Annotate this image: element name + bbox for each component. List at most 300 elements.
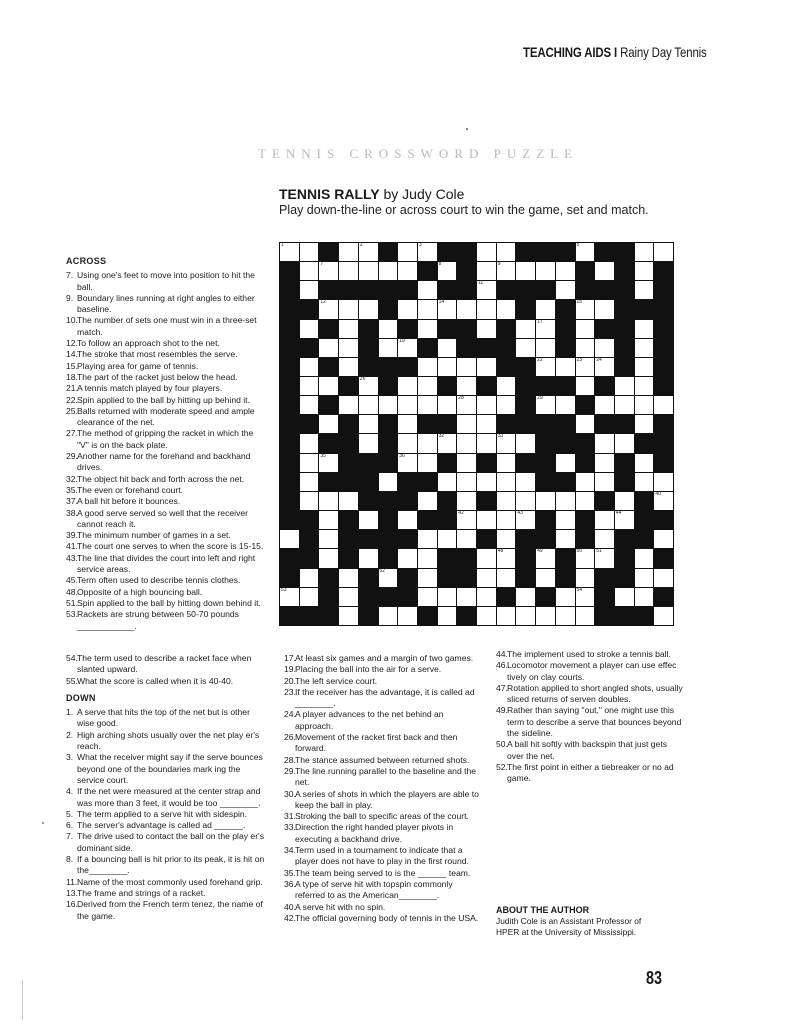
grid-cell[interactable] [615,492,634,510]
grid-cell[interactable] [654,473,673,491]
grid-cell[interactable] [319,454,338,472]
grid-cell[interactable] [418,530,437,548]
clue-item [66,315,266,338]
grid-cell[interactable] [300,588,319,606]
grid-cell[interactable] [438,262,457,280]
grid-cell[interactable] [477,434,496,452]
grid-cell[interactable] [418,320,437,338]
grid-cell[interactable] [477,281,496,299]
grid-block [576,454,595,472]
grid-cell[interactable] [497,377,516,395]
clue-number: 3. [66,752,74,763]
clue-number: 35. [66,484,78,495]
clue-number: 15. [66,360,78,371]
clue-number: 36 [399,452,405,459]
grid-cell[interactable] [359,396,378,414]
grid-cell[interactable] [595,339,614,357]
clue-number: 3 [418,242,422,248]
grid-cell[interactable] [654,396,673,414]
grid-cell[interactable] [438,339,457,357]
grid-cell[interactable] [595,262,614,280]
grid-cell[interactable] [556,454,575,472]
grid-cell[interactable] [516,588,535,606]
clue-item [284,811,479,822]
grid-cell[interactable] [398,243,417,261]
grid-block [595,607,614,625]
grid-block [457,339,476,357]
grid-cell[interactable] [457,377,476,395]
grid-cell[interactable] [576,358,595,376]
grid-cell[interactable] [497,262,516,280]
clue-item [66,707,266,730]
grid-cell[interactable] [300,358,319,376]
grid-cell[interactable] [635,358,654,376]
grid-cell[interactable] [516,492,535,510]
grid-block [654,262,673,280]
speck [42,822,44,824]
grid-cell[interactable] [438,396,457,414]
grid-cell[interactable] [300,569,319,587]
grid-cell[interactable] [556,588,575,606]
clue-item [66,888,266,899]
clue-text: The object hit back and forth across the net. [77,473,245,484]
grid-cell[interactable] [654,530,673,548]
grid-cell[interactable] [319,300,338,318]
grid-cell[interactable] [477,511,496,529]
grid-cell[interactable] [595,530,614,548]
grid-cell[interactable] [576,415,595,433]
grid-cell[interactable] [319,377,338,395]
grid-cell[interactable] [438,434,457,452]
grid-cell[interactable] [398,454,417,472]
clue-number: 31. [284,811,296,822]
grid-cell[interactable] [556,492,575,510]
grid-cell[interactable] [477,607,496,625]
grid-cell[interactable] [477,320,496,338]
grid-cell[interactable] [438,588,457,606]
grid-cell[interactable] [595,300,614,318]
grid-cell[interactable] [635,588,654,606]
clue-text: The even or forehand court. [77,484,184,495]
grid-cell[interactable] [300,262,319,280]
clue-number: 44 [615,510,622,517]
clue-item [66,293,266,316]
grid-block [280,281,299,299]
grid-cell[interactable] [635,243,654,261]
grid-block [438,320,457,338]
grid-cell[interactable] [319,415,338,433]
grid-cell[interactable] [438,530,457,548]
grid-cell[interactable] [654,243,673,261]
grid-cell[interactable] [576,300,595,318]
grid-cell[interactable] [379,396,398,414]
grid-cell[interactable] [457,396,476,414]
grid-cell[interactable] [398,549,417,567]
grid-cell[interactable] [379,607,398,625]
grid-cell[interactable] [379,320,398,338]
grid-cell[interactable] [379,569,398,587]
grid-cell[interactable] [516,473,535,491]
down-clues-middle [284,653,479,924]
grid-cell[interactable] [477,588,496,606]
grid-cell[interactable] [319,511,338,529]
grid-cell[interactable] [477,473,496,491]
grid-cell[interactable] [556,262,575,280]
clue-item [66,485,266,496]
grid-cell[interactable] [359,415,378,433]
grid-cell[interactable] [477,243,496,261]
grid-block [319,320,338,338]
grid-cell[interactable] [536,492,555,510]
grid-cell[interactable] [595,396,614,414]
grid-block [398,492,417,510]
grid-cell[interactable] [536,358,555,376]
grid-cell[interactable] [359,300,378,318]
grid-cell[interactable] [635,396,654,414]
grid-block [359,607,378,625]
clue-number: 21. [66,383,78,394]
grid-cell[interactable] [595,511,614,529]
grid-block [536,281,555,299]
grid-cell[interactable] [497,549,516,567]
grid-block [398,569,417,587]
grid-block [615,358,634,376]
about-author-heading: ABOUT THE AUTHOR [496,905,590,915]
grid-block [280,607,299,625]
header-topic: Rainy Day Tennis [620,44,707,60]
grid-cell[interactable] [516,339,535,357]
clue-number: 6. [66,820,74,831]
grid-cell[interactable] [477,396,496,414]
grid-cell[interactable] [556,358,575,376]
clue-text: A type of serve hit with topspin commonly referred to as the American________. [295,878,453,901]
clue-number: 9 [497,261,501,268]
grid-cell[interactable] [556,396,575,414]
grid-cell[interactable] [359,243,378,261]
grid-cell[interactable] [359,549,378,567]
grid-cell[interactable] [438,473,457,491]
grid-cell[interactable] [516,262,535,280]
grid-cell[interactable] [654,492,673,510]
grid-cell[interactable] [457,434,476,452]
grid-cell[interactable] [418,434,437,452]
grid-block [457,607,476,625]
clue-number: 35 [320,452,326,459]
clue-number: 28 [458,395,464,402]
grid-cell[interactable] [379,473,398,491]
grid-cell[interactable] [615,588,634,606]
grid-cell[interactable] [635,377,654,395]
clue-number: 7. [66,270,74,281]
grid-block [576,396,595,414]
clue-number: 22. [66,394,78,405]
grid-block [438,377,457,395]
grid-cell[interactable] [438,607,457,625]
grid-cell[interactable] [536,320,555,338]
grid-block [319,243,338,261]
grid-cell[interactable] [398,415,417,433]
grid-cell[interactable] [398,396,417,414]
grid-cell[interactable] [300,377,319,395]
grid-cell[interactable] [536,607,555,625]
grid-cell[interactable] [615,511,634,529]
grid-block [615,243,634,261]
grid-cell[interactable] [556,530,575,548]
clue-text: A ball hit softly with backspin that just gets over the net. [507,739,668,761]
grid-cell[interactable] [418,569,437,587]
clue-text: Another name for the forehand and backhand drives. [77,451,251,473]
grid-cell[interactable] [457,300,476,318]
grid-cell[interactable] [497,243,516,261]
clue-item [284,766,479,789]
grid-block [615,607,634,625]
clue-number: 26 [359,376,366,383]
grid-cell[interactable] [379,339,398,357]
grid-block [339,434,358,452]
grid-cell[interactable] [339,569,358,587]
puzzle-subtitle: Play down-the-line or across court to win the game, set and match. [279,203,649,217]
grid-cell[interactable] [339,492,358,510]
grid-cell[interactable] [359,377,378,395]
clue-text: If the receiver has the advantage, it is called ad ________. [295,686,475,709]
grid-cell[interactable] [654,607,673,625]
grid-cell[interactable] [497,607,516,625]
grid-block [280,569,299,587]
grid-cell[interactable] [536,339,555,357]
grid-cell[interactable] [280,243,299,261]
puzzle-title: TENNIS RALLY [279,186,380,202]
grid-block [536,434,555,452]
grid-cell[interactable] [319,262,338,280]
grid-block [359,530,378,548]
grid-block [556,473,575,491]
grid-cell[interactable] [477,549,496,567]
grid-block [418,607,437,625]
grid-block [398,320,417,338]
grid-cell[interactable] [595,358,614,376]
grid-block [300,511,319,529]
grid-cell[interactable] [418,588,437,606]
clue-number: 12 [320,299,326,306]
grid-cell[interactable] [457,511,476,529]
grid-cell[interactable] [457,588,476,606]
grid-cell[interactable] [576,569,595,587]
clue-number: 45. [66,575,78,586]
grid-cell[interactable] [438,300,457,318]
grid-cell[interactable] [497,396,516,414]
grid-cell[interactable] [536,549,555,567]
grid-cell[interactable] [615,377,634,395]
grid-cell[interactable] [497,530,516,548]
clue-item [66,451,266,474]
grid-cell[interactable] [536,300,555,318]
grid-cell[interactable] [556,281,575,299]
grid-cell[interactable] [497,511,516,529]
clue-item [66,395,266,406]
grid-cell[interactable] [300,454,319,472]
clue-text: The official governing body of tennis in the USA. [295,912,479,923]
clue-number: 8 [438,261,442,268]
grid-cell[interactable] [339,396,358,414]
grid-cell[interactable] [457,530,476,548]
grid-block [516,281,535,299]
grid-cell[interactable] [418,281,437,299]
grid-cell[interactable] [576,607,595,625]
grid-cell[interactable] [497,300,516,318]
grid-cell[interactable] [418,243,437,261]
grid-block [615,569,634,587]
grid-cell[interactable] [576,588,595,606]
grid-cell[interactable] [359,511,378,529]
grid-cell[interactable] [398,511,417,529]
grid-cell[interactable] [457,492,476,510]
grid-cell[interactable] [359,434,378,452]
grid-cell[interactable] [339,358,358,376]
grid-cell[interactable] [280,530,299,548]
grid-cell[interactable] [398,262,417,280]
grid-cell[interactable] [418,396,437,414]
grid-cell[interactable] [457,358,476,376]
grid-cell[interactable] [418,377,437,395]
grid-cell[interactable] [536,396,555,414]
grid-cell[interactable] [300,243,319,261]
grid-cell[interactable] [319,549,338,567]
grid-block [615,262,634,280]
grid-cell[interactable] [576,549,595,567]
grid-cell[interactable] [497,473,516,491]
grid-cell[interactable] [516,320,535,338]
grid-cell[interactable] [457,454,476,472]
grid-cell[interactable] [635,320,654,338]
grid-cell[interactable] [418,300,437,318]
grid-cell[interactable] [635,339,654,357]
grid-cell[interactable] [556,511,575,529]
grid-block [576,281,595,299]
grid-cell[interactable] [497,569,516,587]
grid-block [477,339,496,357]
grid-cell[interactable] [635,549,654,567]
grid-cell[interactable] [635,473,654,491]
grid-cell[interactable] [477,415,496,433]
grid-cell[interactable] [457,473,476,491]
grid-cell[interactable] [635,569,654,587]
grid-cell[interactable] [339,588,358,606]
grid-cell[interactable] [497,454,516,472]
grid-cell[interactable] [576,492,595,510]
grid-cell[interactable] [339,262,358,280]
clue-item [284,902,479,913]
grid-cell[interactable] [319,530,338,548]
grid-cell[interactable] [300,434,319,452]
grid-cell[interactable] [339,607,358,625]
grid-block [438,281,457,299]
grid-cell[interactable] [516,607,535,625]
clue-number: 2 [359,242,363,248]
grid-cell[interactable] [615,434,634,452]
header-separator: I [614,44,618,60]
clue-text: Rather than saying "out," one might use this term to describe a serve that bounces beyond the sideline. [507,705,682,739]
grid-cell[interactable] [536,262,555,280]
grid-cell[interactable] [300,281,319,299]
grid-cell[interactable] [280,588,299,606]
clue-item [284,822,479,845]
grid-cell[interactable] [477,262,496,280]
grid-cell[interactable] [497,492,516,510]
grid-cell[interactable] [339,243,358,261]
clue-text: Spin applied to the ball by hitting down behind it. [77,597,261,608]
grid-cell[interactable] [300,492,319,510]
grid-cell[interactable] [497,434,516,452]
grid-cell[interactable] [654,569,673,587]
grid-cell[interactable] [457,415,476,433]
clue-number: 19 [399,337,405,344]
grid-cell[interactable] [418,358,437,376]
grid-cell[interactable] [418,454,437,472]
grid-cell[interactable] [438,358,457,376]
grid-cell[interactable] [595,473,614,491]
grid-cell[interactable] [319,492,338,510]
grid-cell[interactable] [635,281,654,299]
clue-number: 50 [576,548,583,555]
grid-cell[interactable] [635,262,654,280]
grid-cell[interactable] [595,454,614,472]
grid-cell[interactable] [477,358,496,376]
grid-cell[interactable] [379,262,398,280]
grid-cell[interactable] [398,339,417,357]
grid-cell[interactable] [300,396,319,414]
grid-cell[interactable] [418,492,437,510]
clue-item [284,676,479,687]
grid-cell[interactable] [576,339,595,357]
clue-text: The server's advantage is called ad ______. [77,820,246,831]
grid-cell[interactable] [635,454,654,472]
grid-cell[interactable] [339,320,358,338]
grid-cell[interactable] [576,320,595,338]
grid-block [654,588,673,606]
grid-block [615,300,634,318]
grid-cell[interactable] [418,549,437,567]
grid-block [654,415,673,433]
grid-cell[interactable] [576,243,595,261]
grid-block [595,243,614,261]
grid-cell[interactable] [398,377,417,395]
grid-block [457,262,476,280]
grid-cell[interactable] [595,549,614,567]
grid-cell[interactable] [398,300,417,318]
grid-cell[interactable] [477,300,496,318]
grid-cell[interactable] [319,339,338,357]
grid-cell[interactable] [576,473,595,491]
grid-cell[interactable] [536,569,555,587]
grid-cell[interactable] [576,377,595,395]
grid-cell[interactable] [556,607,575,625]
grid-cell[interactable] [339,300,358,318]
grid-cell[interactable] [300,320,319,338]
grid-cell[interactable] [359,262,378,280]
grid-cell[interactable] [398,434,417,452]
grid-cell[interactable] [300,473,319,491]
grid-cell[interactable] [477,569,496,587]
grid-cell[interactable] [615,396,634,414]
grid-block [595,377,614,395]
grid-cell[interactable] [398,607,417,625]
grid-cell[interactable] [516,434,535,452]
grid-cell[interactable] [635,415,654,433]
grid-cell[interactable] [595,434,614,452]
grid-cell[interactable] [516,511,535,529]
clue-number: 8. [66,854,74,865]
grid-cell[interactable] [339,339,358,357]
